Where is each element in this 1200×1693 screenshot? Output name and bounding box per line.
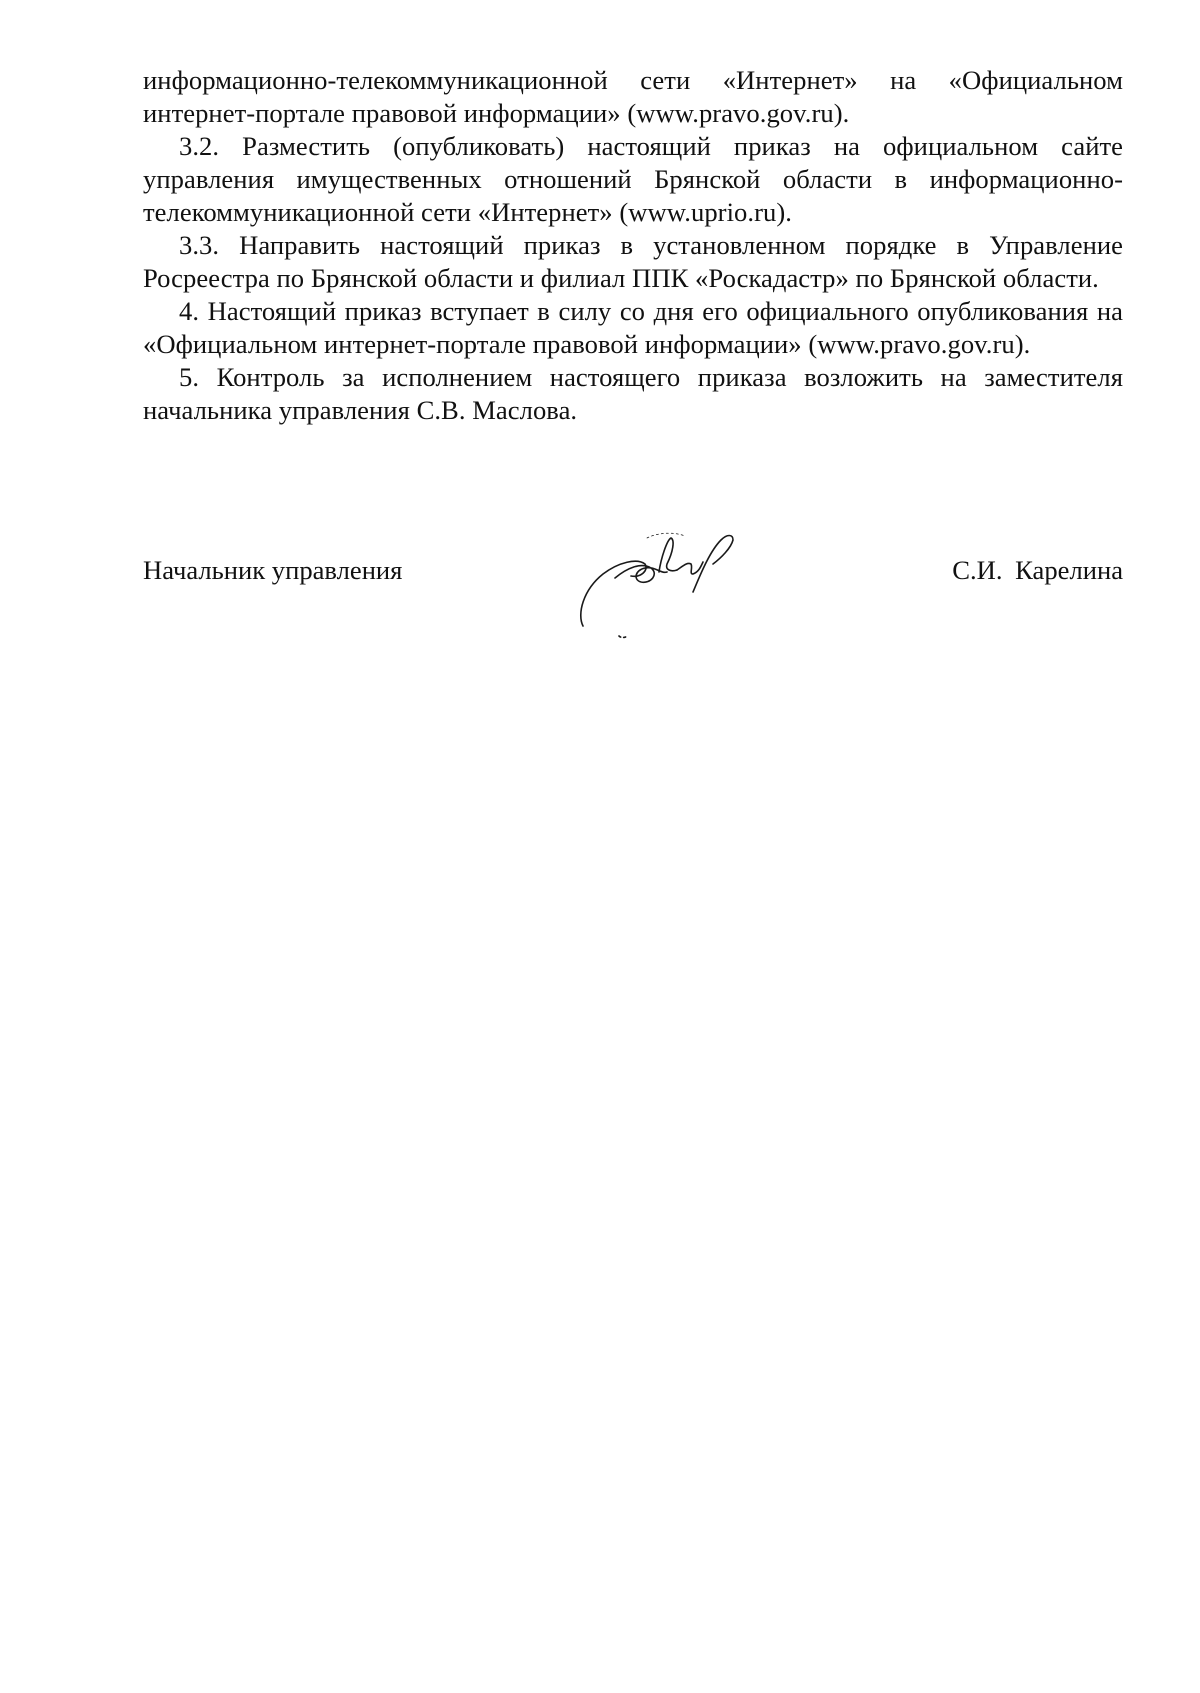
paragraph-4: 4. Настоящий приказ вступает в силу со дня его официального опубликования на «Официальном интернет-портале правовой информации» (www.pravo.gov.ru).	[143, 296, 1123, 359]
paragraph-3-2: 3.2. Разместить (опубликовать) настоящий приказ на официальном сайте управления имущественных отношений Брянской области в информационно-телекоммуникационной сети «Интернет» (www.uprio.ru).	[143, 131, 1123, 227]
position-title: Начальник управления	[143, 555, 403, 585]
paragraph-continuation: информационно-телекоммуникационной сети «Интернет» на «Официальном интернет-портале правовой информации» (www.pravo.gov.ru).	[143, 65, 1123, 128]
document-body	[143, 64, 1123, 427]
paragraph-3-3: 3.3. Направить настоящий приказ в установленном порядке в Управление Росреестра по Брянской области и филиал ППК «Роскадастр» по Брянской области.	[143, 230, 1123, 293]
paragraph-5: 5. Контроль за исполнением настоящего приказа возложить на заместителя начальника управления С.В. Маслова.	[143, 362, 1123, 425]
signer-name: С.И. Карелина	[952, 555, 1123, 585]
handwritten-signature	[575, 518, 775, 648]
